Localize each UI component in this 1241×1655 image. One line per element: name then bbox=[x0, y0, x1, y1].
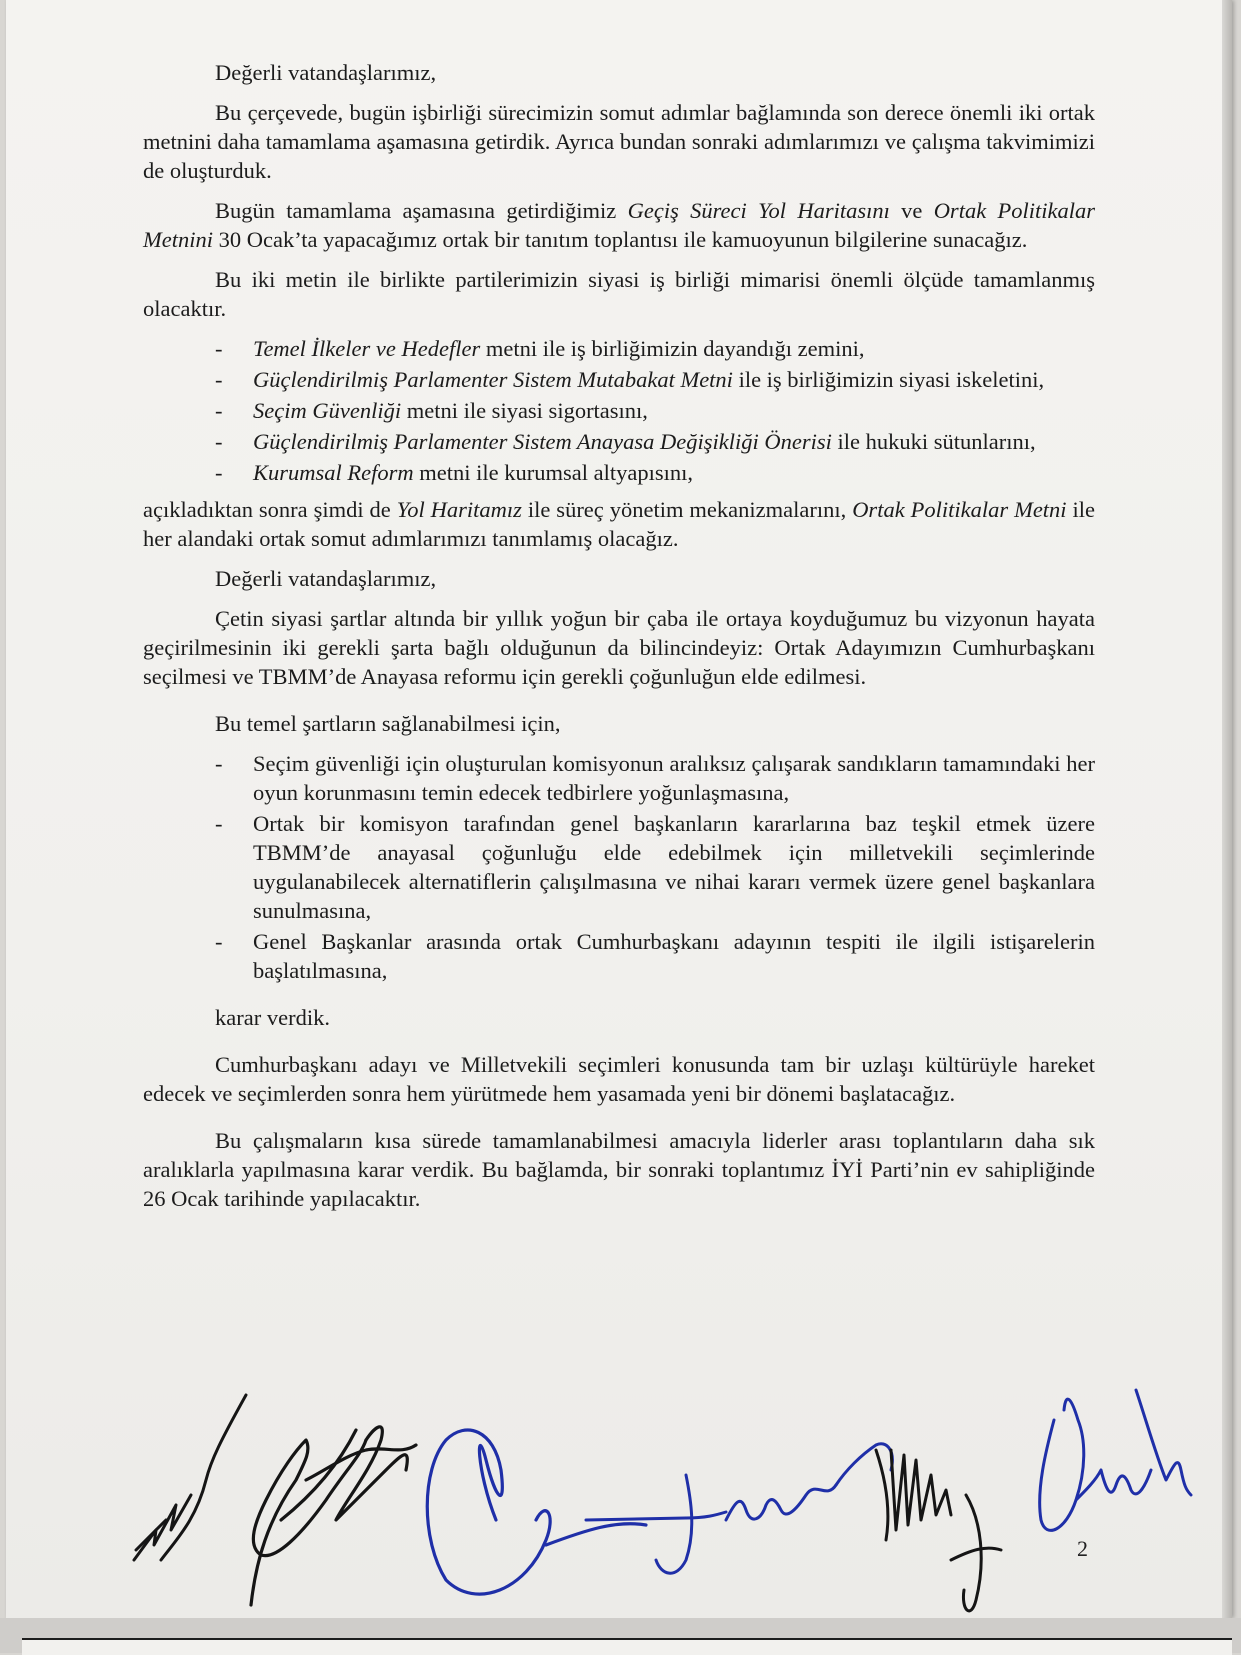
paragraph: Çetin siyasi şartlar altında bir yıllık yoğun bir çaba ile ortaya koyduğumuz bu vizyonun hayata geçirilmesinin iki gerekli şarta bağlı olduğunun da bilincindeyiz: Ortak Adayımızın Cumhurbaşkanı seçilmesi ve TBMM’de Anayasa reformu için gerekli çoğunluğun elde edilmesi. bbox=[143, 606, 1095, 689]
paragraph: açıkladıktan sonra şimdi de Yol Haritamız ile süreç yönetim mekanizmalarını, Ortak Politikalar Metni ile her alandaki ortak somut adımlarımızı tanımlamış olacağız. bbox=[143, 497, 1096, 551]
signature-6 bbox=[1040, 1390, 1191, 1530]
signature-4 bbox=[586, 1444, 892, 1573]
paragraph: karar verdik. bbox=[215, 1005, 330, 1030]
document-page bbox=[6, 0, 1232, 1618]
paragraph: Bugün tamamlama aşamasına getirdiğimiz Geçiş Süreci Yol Haritasını ve Ortak Politikalar Metnini 30 Ocak’ta yapacağımız ortak bir tanıtım toplantısı ile kamuoyunun bilgilerine sunacağız. bbox=[143, 198, 1095, 252]
list-item: - Güçlendirilmiş Parlamenter Sistem Anayasa Değişikliği Önerisi ile hukuki sütunlarını, bbox=[215, 429, 1036, 454]
list-item: - Genel Başkanlar arasında ortak Cumhurbaşkanı adayının tespiti ile ilgili istişarelerin başlatılmasına, bbox=[215, 929, 1095, 983]
list-item: - Güçlendirilmiş Parlamenter Sistem Mutabakat Metni ile iş birliğimizin siyasi iskeletini, bbox=[215, 367, 1045, 392]
paragraph: Bu çalışmaların kısa sürede tamamlanabilmesi amacıyla liderler arası toplantıların daha sık aralıklarla yapılmasına karar verdik. Bu bağlamda, bir sonraki toplantımız İYİ Parti’nin ev sahipliğinde 26 Ocak tarihinde yapılacaktır. bbox=[143, 1128, 1095, 1211]
paragraph: Bu temel şartların sağlanabilmesi için, bbox=[215, 711, 561, 736]
page-number: 2 bbox=[1077, 1536, 1088, 1561]
list-item: - Ortak bir komisyon tarafından genel başkanların kararlarına baz teşkil etmek üzere TBMM’de anayasal çoğunluğu elde edebilmek için milletvekili seçimlerinde uygulanabilecek alternatiflerin çalışılmasına ve nihai kararı vermek üzere genel başkanlara sunulmasına, bbox=[215, 811, 1095, 923]
signature-2 bbox=[251, 1427, 416, 1605]
paragraph: Cumhurbaşkanı adayı ve Milletvekili seçimleri konusunda tam bir uzlaşı kültürüyle hareket edecek ve seçimlerden sonra hem yürütmede hem yasamada yeni bir dönemi başlatacağız. bbox=[143, 1052, 1095, 1106]
signature-5 bbox=[876, 1450, 1001, 1611]
signature-3 bbox=[427, 1430, 646, 1594]
list-item: - Temel İlkeler ve Hedefler metni ile iş birliğimizin dayandığı zemini, bbox=[215, 336, 865, 361]
next-page-edge bbox=[22, 1638, 1232, 1655]
list-item: - Seçim güvenliği için oluşturulan komisyonun aralıksız çalışarak sandıkların tamamındaki her oyun korunmasını temin edecek tedbirlere yoğunlaşmasına, bbox=[215, 751, 1095, 805]
paragraph: Bu çerçevede, bugün işbirliği sürecimizin somut adımlar bağlamında son derece önemli iki ortak metnini daha tamamlama aşamasına getirdik. Ayrıca bundan sonraki adımlarımızı ve çalışma takvimimizi de oluşturduk. bbox=[143, 100, 1095, 183]
greeting: Değerli vatandaşlarımız, bbox=[215, 566, 437, 591]
signature-1 bbox=[134, 1395, 246, 1560]
paragraph: Bu iki metin ile birlikte partilerimizin siyasi iş birliği mimarisi önemli ölçüde tamamlanmış olacaktır. bbox=[143, 267, 1095, 321]
signatures bbox=[6, 0, 1232, 1618]
greeting: Değerli vatandaşlarımız, bbox=[215, 60, 437, 85]
list-item: - Seçim Güvenliği metni ile siyasi sigortasını, bbox=[215, 398, 648, 423]
list-item: - Kurumsal Reform metni ile kurumsal altyapısını, bbox=[215, 460, 693, 485]
